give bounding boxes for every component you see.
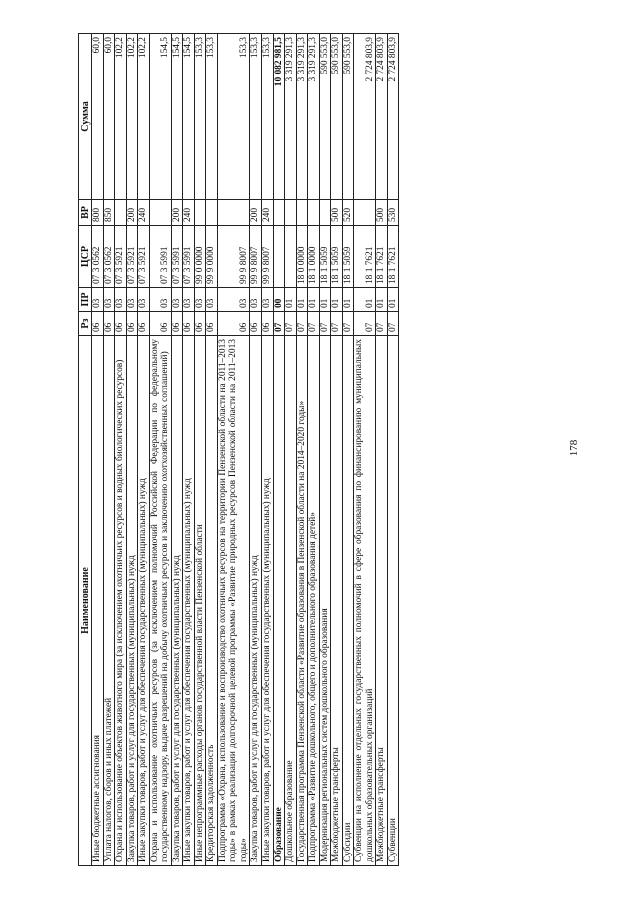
cell-name: Иные закупки товаров, работ и услуг для обеспечения государственных (муниципальных) нужд: [261, 336, 273, 866]
cell-rz: 06: [217, 312, 250, 336]
cell-rz: 07: [387, 312, 399, 336]
cell-csr: 99 9 8007: [250, 226, 262, 288]
cell-sum: 60,0: [92, 34, 104, 200]
cell-pr: 01: [285, 288, 297, 312]
cell-pr: 01: [354, 288, 376, 312]
cell-csr: 07 3 5921: [138, 226, 150, 288]
cell-pr: 03: [103, 288, 115, 312]
table-row: [331, 34, 343, 866]
cell-pr: 03: [115, 288, 127, 312]
cell-pr: 01: [319, 288, 331, 312]
cell-sum: 3 319 291,3: [308, 34, 320, 200]
cell-rz: 06: [250, 312, 262, 336]
cell-csr: 99 9 0000: [206, 226, 218, 288]
table-row: [115, 34, 127, 866]
table-row: [206, 34, 218, 866]
cell-vr: 500: [376, 200, 388, 226]
cell-vr: 240: [183, 200, 195, 226]
cell-csr: 18 1 7621: [354, 226, 376, 288]
table-row: [296, 34, 308, 866]
table-row: [92, 34, 104, 866]
cell-pr: 00: [273, 288, 285, 312]
cell-name: Закупка товаров, работ и услуг для государственных (муниципальных) нужд: [126, 336, 138, 866]
cell-pr: 03: [183, 288, 195, 312]
cell-rz: 07: [273, 312, 285, 336]
cell-sum: 590 553,0: [331, 34, 343, 200]
table-header-row: [79, 34, 92, 866]
header-csr: ЦСР: [79, 226, 92, 288]
cell-vr: [285, 200, 297, 226]
table-row: [285, 34, 297, 866]
cell-name: Модернизация региональных систем дошкольного образования: [319, 336, 331, 866]
cell-rz: 07: [342, 312, 354, 336]
table-row: [183, 34, 195, 866]
cell-name: Межбюджетные трансферты: [331, 336, 343, 866]
cell-sum: 153,3: [261, 34, 273, 200]
table-row: [342, 34, 354, 866]
cell-rz: 06: [171, 312, 183, 336]
cell-csr: 18 1 7621: [376, 226, 388, 288]
cell-rz: 07: [319, 312, 331, 336]
cell-sum: 153,3: [217, 34, 250, 200]
cell-vr: [296, 200, 308, 226]
cell-name: Подпрограмма «Развитие дошкольного, общего и дополнительного образования детей»: [308, 336, 320, 866]
cell-pr: 03: [206, 288, 218, 312]
cell-pr: 03: [149, 288, 171, 312]
cell-rz: 07: [354, 312, 376, 336]
table-row: [126, 34, 138, 866]
cell-sum: 102,2: [126, 34, 138, 200]
cell-rz: 07: [308, 312, 320, 336]
cell-vr: [354, 200, 376, 226]
cell-vr: 520: [342, 200, 354, 226]
cell-pr: 03: [138, 288, 150, 312]
cell-csr: 99 0 0000: [194, 226, 206, 288]
cell-name: Иные закупки товаров, работ и услуг для обеспечения государственных (муниципальных) нужд: [183, 336, 195, 866]
cell-sum: 153,3: [194, 34, 206, 200]
cell-csr: [285, 226, 297, 288]
cell-vr: [273, 200, 285, 226]
cell-vr: [194, 200, 206, 226]
cell-sum: 153,3: [206, 34, 218, 200]
table-body: [92, 34, 399, 866]
header-vr: ВР: [79, 200, 92, 226]
cell-sum: 154,5: [183, 34, 195, 200]
cell-sum: 2 724 803,9: [387, 34, 399, 200]
cell-vr: 850: [103, 200, 115, 226]
cell-rz: 06: [206, 312, 218, 336]
cell-csr: 18 1 5059: [342, 226, 354, 288]
table-row: [103, 34, 115, 866]
rotated-page: [78, 34, 556, 866]
cell-pr: 03: [194, 288, 206, 312]
cell-csr: 07 3 5991: [149, 226, 171, 288]
cell-pr: 01: [331, 288, 343, 312]
table-row: [149, 34, 171, 866]
cell-sum: 590 553,0: [319, 34, 331, 200]
header-name: Наименование: [79, 336, 92, 866]
cell-name: Охрана и использование объектов животного мира (за исключением охотничьих ресурсов и водных биологических ресурсов): [115, 336, 127, 866]
cell-pr: 03: [171, 288, 183, 312]
cell-rz: 06: [92, 312, 104, 336]
table-row: [308, 34, 320, 866]
cell-sum: 10 082 981,5: [273, 34, 285, 200]
cell-name: Уплата налогов, сборов и иных платежей: [103, 336, 115, 866]
cell-pr: 01: [296, 288, 308, 312]
cell-name: Образование: [273, 336, 285, 866]
cell-sum: 60,0: [103, 34, 115, 200]
cell-rz: 07: [285, 312, 297, 336]
cell-sum: 3 319 291,3: [285, 34, 297, 200]
cell-vr: 500: [331, 200, 343, 226]
cell-pr: 03: [92, 288, 104, 312]
cell-pr: 01: [342, 288, 354, 312]
cell-vr: 200: [250, 200, 262, 226]
cell-name: Иные непрограммные расходы органов государственной власти Пензенской области: [194, 336, 206, 866]
cell-csr: 07 3 0562: [103, 226, 115, 288]
cell-rz: 07: [331, 312, 343, 336]
cell-sum: 2 724 803,9: [354, 34, 376, 200]
cell-csr: 99 9 8007: [261, 226, 273, 288]
header-sum: Сумма: [79, 34, 92, 200]
cell-pr: 01: [308, 288, 320, 312]
cell-pr: 01: [387, 288, 399, 312]
cell-rz: 06: [138, 312, 150, 336]
cell-rz: 06: [126, 312, 138, 336]
cell-rz: 06: [183, 312, 195, 336]
cell-sum: 154,5: [171, 34, 183, 200]
cell-rz: 06: [103, 312, 115, 336]
page-number: 178: [568, 439, 580, 457]
cell-name: Кредиторская задолженность: [206, 336, 218, 866]
cell-vr: [115, 200, 127, 226]
cell-rz: 07: [296, 312, 308, 336]
cell-csr: 18 0 0000: [296, 226, 308, 288]
cell-sum: 102,2: [115, 34, 127, 200]
cell-pr: 03: [217, 288, 250, 312]
cell-name: Иные закупки товаров, работ и услуг для обеспечения государственных (муниципальных) нужд: [138, 336, 150, 866]
cell-csr: 07 3 5991: [171, 226, 183, 288]
cell-rz: 07: [376, 312, 388, 336]
cell-csr: 07 3 0562: [92, 226, 104, 288]
cell-vr: 240: [138, 200, 150, 226]
cell-pr: 03: [126, 288, 138, 312]
cell-name: Субвенции на исполнение отдельных государственных полномочий в сфере образования по финансированию муниципальных дошкольных образовательных организаций: [354, 336, 376, 866]
cell-rz: 06: [261, 312, 273, 336]
header-pr: ПР: [79, 288, 92, 312]
cell-name: Субвенции: [387, 336, 399, 866]
cell-vr: [149, 200, 171, 226]
table-row: [376, 34, 388, 866]
table-row: [250, 34, 262, 866]
cell-sum: 102,2: [138, 34, 150, 200]
cell-csr: 18 1 5059: [331, 226, 343, 288]
cell-csr: 18 1 7621: [387, 226, 399, 288]
cell-vr: [217, 200, 250, 226]
cell-pr: 03: [250, 288, 262, 312]
table-row: [319, 34, 331, 866]
table-row: [273, 34, 285, 866]
cell-vr: [206, 200, 218, 226]
cell-sum: 154,5: [149, 34, 171, 200]
cell-name: Закупка товаров, работ и услуг для государственных (муниципальных) нужд: [171, 336, 183, 866]
budget-table: [78, 33, 399, 866]
cell-rz: 06: [115, 312, 127, 336]
cell-vr: 200: [171, 200, 183, 226]
cell-csr: 18 1 5059: [319, 226, 331, 288]
rotated-content: [78, 34, 556, 866]
cell-name: Подпрограмма «Охрана, использование и воспроизводство охотничьих ресурсов на территории Пензенской области на 2011–2013 годы» в рамках реализации долгосрочной целевой программы «Развитие природных ресурсов Пензенской области на 2011–2013 годы»: [217, 336, 250, 866]
cell-csr: [273, 226, 285, 288]
cell-pr: 03: [261, 288, 273, 312]
cell-name: Охрана и использование охотничьих ресурсов (за исключением полномочий Российской Федерации по федеральному государственному надзору, выдаче разрешений на добычу охотничьих ресурсов и заключению охотхозяйственных соглашений): [149, 336, 171, 866]
cell-vr: 800: [92, 200, 104, 226]
table-row: [387, 34, 399, 866]
cell-csr: 07 3 5991: [183, 226, 195, 288]
cell-vr: [308, 200, 320, 226]
cell-name: Иные бюджетные ассигнования: [92, 336, 104, 866]
table-row: [138, 34, 150, 866]
table-row: [171, 34, 183, 866]
cell-csr: 07 3 5921: [115, 226, 127, 288]
cell-vr: 240: [261, 200, 273, 226]
cell-csr: 07 3 5921: [126, 226, 138, 288]
cell-vr: 200: [126, 200, 138, 226]
cell-vr: [319, 200, 331, 226]
cell-name: Закупка товаров, работ и услуг для государственных (муниципальных) нужд: [250, 336, 262, 866]
table-row: [194, 34, 206, 866]
cell-pr: 01: [376, 288, 388, 312]
cell-rz: 06: [149, 312, 171, 336]
cell-name: Дошкольное образование: [285, 336, 297, 866]
cell-vr: 530: [387, 200, 399, 226]
cell-sum: 153,3: [250, 34, 262, 200]
cell-name: Межбюджетные трансферты: [376, 336, 388, 866]
cell-name: Государственная программа Пензенской области «Развитие образования в Пензенской области на 2014–2020 годы»: [296, 336, 308, 866]
cell-rz: 06: [194, 312, 206, 336]
table-row: [217, 34, 250, 866]
cell-sum: 3 319 291,3: [296, 34, 308, 200]
cell-name: Субсидии: [342, 336, 354, 866]
table-row: [261, 34, 273, 866]
cell-csr: 18 1 0000: [308, 226, 320, 288]
cell-sum: 2 724 803,9: [376, 34, 388, 200]
table-row: [354, 34, 376, 866]
cell-sum: 590 553,0: [342, 34, 354, 200]
cell-csr: 99 9 8007: [217, 226, 250, 288]
header-rz: Рз: [79, 312, 92, 336]
